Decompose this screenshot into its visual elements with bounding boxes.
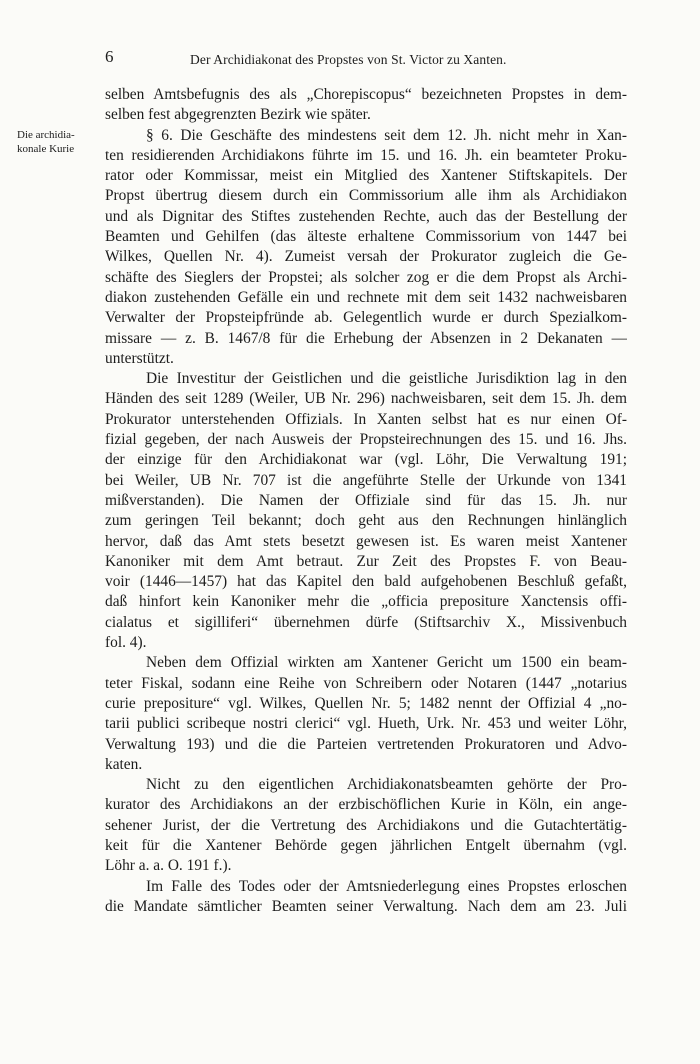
text-line: hervor, daß das Amt stets besetzt gewesen ist. Es waren meist Xantener [105, 532, 627, 550]
text-line: Händen des seit 1289 (Weiler, UB Nr. 296) nachweisbaren, seit dem 15. Jh. dem [105, 390, 627, 408]
text-line: der einzige für den Archidiakonat war (vgl. Löhr, Die Verwaltung 191; [105, 451, 627, 469]
text-line: Nicht zu den eigentlichen Archidiakonatsbeamten gehörte der Pro- [146, 776, 627, 794]
text-line: diakon zustehenden Gefälle ein und rechnete mit dem seit 1432 nachweisbaren [105, 288, 627, 306]
text-line: fol. 4). [105, 634, 147, 652]
text-line: cialatus et sigilliferi“ übernehmen dürfe (Stiftsarchiv X., Missivenbuch [105, 613, 627, 631]
body-text [105, 85, 627, 917]
margin-note: Die archidia- konale Kurie [17, 129, 75, 155]
text-line: sehener Jurist, der die Vertretung des Archidiakons und die Gutachtertätig- [105, 816, 627, 834]
text-line: teter Fiskal, sodann eine Reihe von Schreibern oder Notaren (1447 „notarius [105, 674, 627, 692]
text-line: § 6. Die Geschäfte des mindestens seit dem 12. Jh. nicht mehr in Xan- [146, 126, 627, 144]
text-line: ten residierenden Archidiakons führte im 15. und 16. Jh. ein beamteter Proku- [105, 146, 627, 164]
text-line: zum geringen Teil bekannt; doch geht aus den Rechnungen hinlänglich [105, 512, 627, 530]
text-line: die Mandate sämtlicher Beamten seiner Verwaltung. Nach dem am 23. Juli [105, 897, 627, 915]
text-line: keit für die Xantener Behörde gegen jährlichen Entgelt übernahm (vgl. [105, 836, 627, 854]
text-line: Neben dem Offizial wirkten am Xantener Gericht um 1500 ein beam- [146, 654, 627, 672]
page-number: 6 [105, 47, 114, 66]
text-line: fizial gegeben, der nach Ausweis der Propsteirechnungen des 15. und 16. Jhs. [105, 431, 627, 449]
text-line: selben fest abgegrenzten Bezirk wie später. [105, 106, 371, 124]
text-line: unterstützt. [105, 349, 174, 367]
text-line: daß hinfort kein Kanoniker mehr die „officia prepositure Xanctensis offi- [105, 593, 627, 611]
text-line: tarii publici scribeque nostri clerici“ vgl. Hueth, Urk. Nr. 453 und weiter Löhr, [105, 715, 627, 733]
text-line: Verwaltung 193) und die die Parteien vertretenden Prokuratoren und Advo- [105, 735, 627, 753]
text-line: curie prepositure“ vgl. Wilkes, Quellen Nr. 5; 1482 nennt der Offizial 4 „no- [105, 694, 627, 712]
text-line: und als Dignitar des Stiftes zustehenden Rechte, auch das der Bestellung der [105, 207, 627, 225]
text-line: Die Investitur der Geistlichen und die geistliche Jurisdiktion lag in den [146, 370, 627, 388]
text-line: Beamten und Gehilfen (das älteste erhaltene Commissorium von 1447 bei [105, 228, 627, 246]
text-line: bei Weiler, UB Nr. 707 ist die angeführte Stelle der Urkunde von 1341 [105, 471, 627, 489]
text-line: schäfte des Sieglers der Propstei; als solcher zog er die dem Propst als Archi- [105, 268, 627, 286]
text-line: missare — z. B. 1467/8 für die Erhebung der Absenzen in 2 Dekanaten — [105, 329, 627, 347]
text-line: Im Falle des Todes oder der Amtsniederlegung eines Propstes erloschen [146, 877, 627, 895]
running-title: Der Archidiakonat des Propstes von St. Victor zu Xanten. [190, 52, 507, 67]
text-line: Prokurator unterstehenden Offizials. In Xanten selbst hat es nur einen Of- [105, 410, 627, 428]
text-line: Wilkes, Quellen Nr. 4). Zumeist versah der Prokurator zugleich die Ge- [105, 248, 627, 266]
text-line: Propst übertrug diesem durch ein Commissorium alle ihm als Archidiakon [105, 187, 627, 205]
text-line: kurator des Archidiakons an der erzbischöflichen Kurie in Köln, ein ange- [105, 796, 627, 814]
text-line: katen. [105, 755, 143, 773]
text-line: mißverstanden). Die Namen der Offiziale sind für das 15. Jh. nur [105, 491, 627, 509]
text-line: voir (1446—1457) hat das Kapitel den bald aufgehobenen Beschluß gefaßt, [105, 573, 627, 591]
text-line: rator oder Kommissar, meist ein Mitglied des Xantener Stiftskapitels. Der [105, 167, 627, 185]
text-line: Verwalter der Propsteipfründe ab. Gelegentlich wurde er durch Spezialkom- [105, 309, 627, 327]
text-line: selben Amtsbefugnis des als „Chorepiscopus“ bezeichneten Propstes in dem- [105, 86, 627, 103]
text-line: Kanoniker mit dem Amt betraut. Zur Zeit des Propstes F. von Beau- [105, 552, 627, 570]
text-line: Löhr a. a. O. 191 f.). [105, 857, 232, 875]
